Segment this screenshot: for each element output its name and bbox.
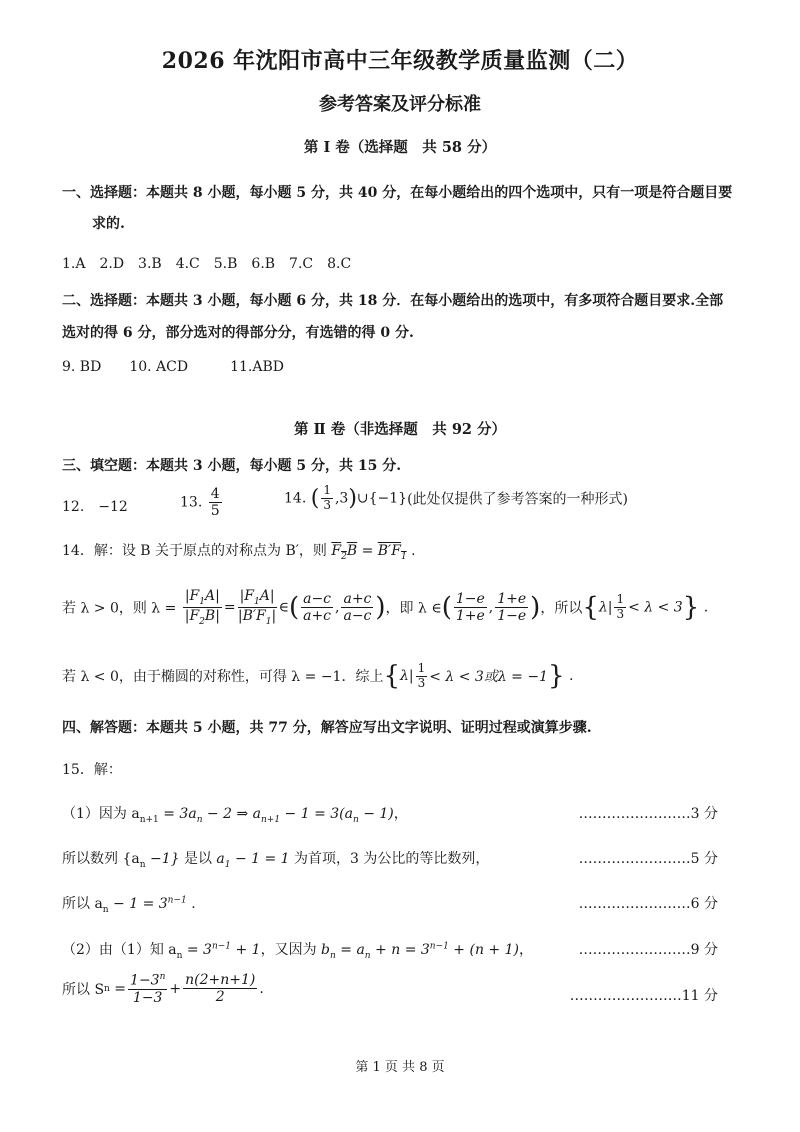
section1-desc-line2: 求的. [92,216,125,232]
part2-heading: 第 Ⅱ 卷（非选择题 共 92 分） [293,421,507,438]
score-11: ……………………11 分 [569,988,718,1004]
answer-13: 13. $\frac{4}{5}$ [180,486,220,520]
score-3: ……………………3 分 [578,806,718,822]
q14-solution-line2: 若 λ > 0，则 λ = $\frac{|F_1A|}{|F_2B|}$ = $\frac{|F_1A|}{|B'F_1|}$ ∈( $\frac{a-c}{a+c}$ , $\frac{a+c}{a-c}$ )，即 λ ∈( $\frac{1-e}{1+e}$ , $\frac{1+e}{1-e}$ )，所以{λ| $\frac{1}{3}$ < λ < 3} . [62,588,709,627]
q14-solution-line3: 若 λ < 0，由于椭圆的对称性，可得 λ = −1．综上{λ| $\frac{1}{3}$ < λ < 3或λ = −1} . [62,660,574,691]
q15-step5: 所以 Sn = $\frac{1-3^n}{1-3}$ + $\frac{n(2+n+1)}{2}$ . [62,972,264,1006]
part1-heading: 第 Ⅰ 卷（选择题 共 58 分） [303,139,497,156]
page-title: 2026 年沈阳市高中三年级教学质量监测（二） [161,48,639,74]
page-number: 第 1 页 共 8 页 [355,1060,445,1075]
section1-desc-line1: 一、选择题：本题共 8 小题，每小题 5 分，共 40 分，在每小题给出的四个选项中，只有一项是符合题目要 [62,185,733,201]
section3-desc: 三、填空题：本题共 3 小题，每小题 5 分，共 15 分. [62,458,402,474]
answer-14: 14. ( $\frac{1}{3}$ ,3)∪{−1}(此处仅提供了参考答案的一种形式) [284,483,629,512]
q14-solution-intro: 14．解：设 B 关于原点的对称点为 B′，则 $F_2B = B'F_1$ . [62,543,416,562]
section2-desc-line1: 二、选择题：本题共 3 小题，每小题 6 分，共 18 分．在每小题给出的选项中，有多项符合题目要求.全部 [62,293,724,309]
score-9: ……………………9 分 [578,942,718,958]
section4-desc: 四、解答题：本题共 5 小题，共 77 分，解答应写出文字说明、证明过程或演算步骤. [62,720,592,736]
q15-label: 15．解： [62,762,122,778]
section2-desc-line2: 选对的得 6 分，部分选对的得部分分，有选错的得 0 分. [62,325,414,341]
q15-step3: 所以 $a_n - 1 = 3^{n-1}$ . [62,895,196,915]
q15-step2: 所以数列 $\{a_n -1\}$ 是以 $a_1 - 1 = 1$ 为首项，3 为公比的等比数列， [62,851,490,870]
page-subtitle: 参考答案及评分标准 [319,94,481,115]
q15-step4: （2）由（1）知 $a_n = 3^{n-1} + 1$，又因为 $b_n = a_n + n = 3^{n-1} + (n + 1)$， [62,941,533,961]
answers-9-11: 9. BD 10. ACD 11.ABD [62,359,284,375]
q15-step1: （1）因为 $a_{n+1} = 3a_n - 2$ ⇒ $a_{n+1} - 1 = 3(a_n - 1)$， [62,806,408,825]
answer-12: 12. −12 [62,499,128,515]
score-5: ……………………5 分 [578,851,718,867]
score-6: ……………………6 分 [578,896,718,912]
answers-1-8: 1.A 2.D 3.B 4.C 5.B 6.B 7.C 8.C [62,256,352,272]
